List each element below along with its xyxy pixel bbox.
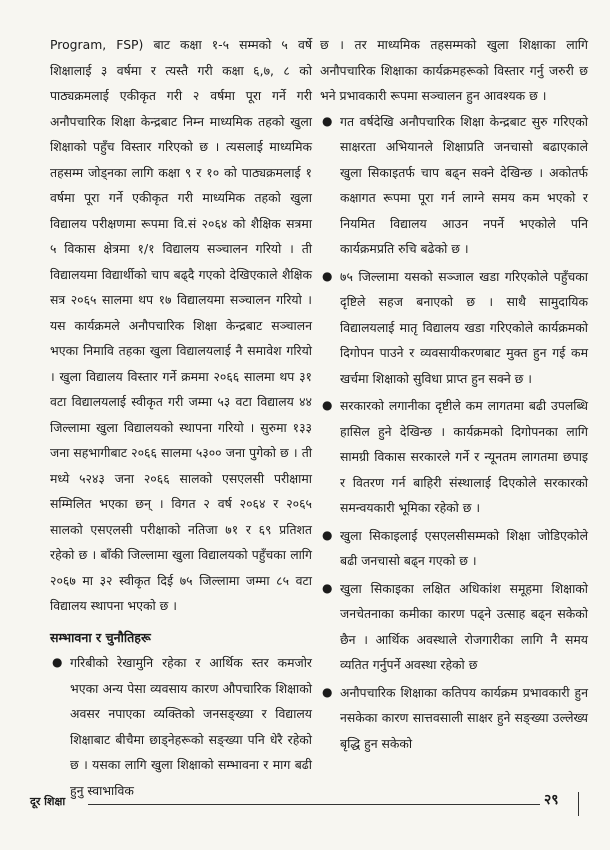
bullet-icon: ● bbox=[322, 684, 333, 699]
bullet-icon: ● bbox=[322, 268, 333, 283]
bullet-icon: ● bbox=[52, 655, 63, 669]
bullet-icon: ● bbox=[322, 113, 333, 128]
list-item-text: अनौपचारिक शिक्षाका कतिपय कार्यक्रम प्रभावकारी हुन नसकेका कारण सात्तवसाली साक्षर हुने सङ्ख्या उल्लेख्य बृद्धि हुन सकेको bbox=[340, 684, 588, 751]
bullet-icon: ● bbox=[322, 580, 333, 595]
bullet-list bbox=[320, 109, 588, 757]
list-item bbox=[320, 264, 588, 392]
list-item-text: सरकारको लगानीका दृष्टीले कम लागतमा बढी उपलब्धि हासिल हुने देखिन्छ । कार्यक्रमको दिगोपनका लागि सामग्री विकास सरकारले गर्ने र न्यूनतम लागतमा छपाइ र वितरण गर्न बाहिरी संस्थालाई दिएकोले सरकारको समन्वयकारी भूमिका रहेको छ । bbox=[340, 398, 588, 515]
list-item bbox=[320, 523, 588, 574]
list-item-text: ७५ जिल्लामा यसको सञ्जाल खडा गरिएकोले पहुँचका दृष्टिले सहज बनाएको छ । साथै सामुदायिक विद्यालयलाई मातृ विद्यालय खडा गरिएकोले कार्यक्रमको दिगोपन पाउने र व्यवसायीकरणबाट मुक्त हुन गई कम खर्चमा शिक्षाको सुविधा प्राप्त हुन सक्ने छ । bbox=[340, 268, 588, 386]
page-number: २९ bbox=[544, 792, 559, 808]
list-item bbox=[320, 109, 588, 262]
journal-title: दूर शिक्षा bbox=[30, 795, 66, 808]
left-column bbox=[50, 32, 312, 805]
list-item-text: खुला सिकाइका लक्षित अधिकांश समूहमा शिक्षाको जनचेतनाका कमीका कारण पढ्ने उत्साह बढ्न सकेको छैन । आर्थिक अवस्थाले रोजगारीका लागि नै समय व्यतित गर्नुपर्ने अवस्था रहेको छ bbox=[340, 580, 588, 672]
page-number-divider bbox=[578, 792, 579, 816]
right-column bbox=[320, 32, 588, 758]
continuation-paragraph: छ । तर माध्यमिक तहसम्मको खुला शिक्षाका लागि अनौपचारिक शिक्षाका कार्यक्रमहरूको विस्तार गर्नु जरुरी छ भने प्रभावकारी रूपमा सञ्चालन हुन आवश्यक छ । bbox=[320, 37, 588, 103]
list-item-text: गरिबीको रेखामुनि रहेका र आर्थिक स्तर कमजोर भएका अन्य पेसा व्यवसाय कारण औपचारिक शिक्षाको अवसर नपाएका व्यक्तिको जनसङ्ख्या र विद्यालय शिक्षाबाट बीचैमा छाड्नेहरूको सङ्ख्या पनि धेरै रहेको छ । यसका लागि खुला शिक्षाको सम्भावना र माग बढी हुनु स्वाभाविक bbox=[70, 655, 312, 798]
bullet-icon: ● bbox=[322, 527, 333, 542]
bullet-list bbox=[50, 650, 312, 803]
list-item-text: खुला सिकाइलाई एसएलसीसम्मको शिक्षा जोडिएकोले बढी जनचासो बढ्न गएको छ । bbox=[340, 527, 588, 568]
list-item bbox=[320, 393, 588, 521]
body-paragraph: Program, FSP) बाट कक्षा १-५ सम्मको ५ वर्षे शिक्षालाई ३ वर्षमा र त्यस्तै गरी कक्षा ६,७, ८ को पाठ्यक्रमलाई एकीकृत गरी २ वर्षमा पूरा गर्ने गरी अनौपचारिक शिक्षा केन्द्रबाट निम्न माध्यमिक तहको खुला शिक्षाको पहुँच विस्तार गरिएको छ । त्यसलाई माध्यमिक तहसम्म जोड्नका लागि कक्षा ९ र १० को पाठ्यक्रमलाई १ वर्षमा पूरा गर्ने एकीकृत गरी माध्यमिक तहको खुला विद्यालय परीक्षणमा रूपमा वि.सं २०६४ को शैक्षिक सत्रमा ५ विकास क्षेत्रमा १/१ विद्यालय सञ्चालन गरियो । ती विद्यालयमा विद्यार्थीको चाप बढ्दै गएको देखिएकाले शैक्षिक सत्र २०६५ सालमा थप १७ विद्यालयमा सञ्चालन गरियो । यस कार्यक्रमले अनौपचारिक शिक्षा केन्द्रबाट सञ्चालन भएका निमावि तहका खुला विद्यालयलाई नै समावेश गरियो । खुला विद्यालय विस्तार गर्ने क्रममा २०६६ सालमा थप ३१ वटा विद्यालयलाई स्वीकृत गरी जम्मा ५३ वटा विद्यालय ४४ जिल्लामा खुला विद्यालयको स्थापना गरियो । सुरुमा १३३ जना सहभागीबाट २०६६ सालमा ५३०० जना पुगेको छ । ती मध्ये ५२४३ जना २०६६ सालको एसएलसी परीक्षामा सम्मिलित भएका छन् । विगत २ वर्ष २०६४ र २०६५ सालको एसएलसी परीक्षाको नतिजा ७१ र ६९ प्रतिशत रहेको छ । बाँकी जिल्लामा खुला विद्यालयको पहुँचका लागि २०६७ मा ३२ स्वीकृत दिई ७५ जिल्लामा जम्मा ८५ वटा विद्यालय स्थापना भएको छ । bbox=[50, 37, 312, 613]
footer-divider bbox=[88, 804, 540, 805]
list-item-text: गत वर्षदेखि अनौपचारिक शिक्षा केन्द्रबाट सुरु गरिएको साक्षरता अभियानले शिक्षाप्रति जनचासो बढाएकाले खुला सिकाइतर्फ चाप बढ्न सक्ने देखिन्छ । अकोतर्फ कक्षागत रूपमा पूरा गर्न लाग्ने समय कम भएको र नियमित विद्यालय आउन नपर्ने भएकोले पनि कार्यक्रमप्रति रुचि बढेको छ । bbox=[340, 113, 588, 256]
list-item bbox=[320, 680, 588, 757]
list-item bbox=[320, 576, 588, 678]
section-heading: सम्भावना र चुनौतिहरू bbox=[50, 629, 151, 645]
list-item bbox=[50, 650, 312, 803]
page-footer bbox=[30, 790, 590, 820]
bullet-icon: ● bbox=[322, 398, 333, 412]
